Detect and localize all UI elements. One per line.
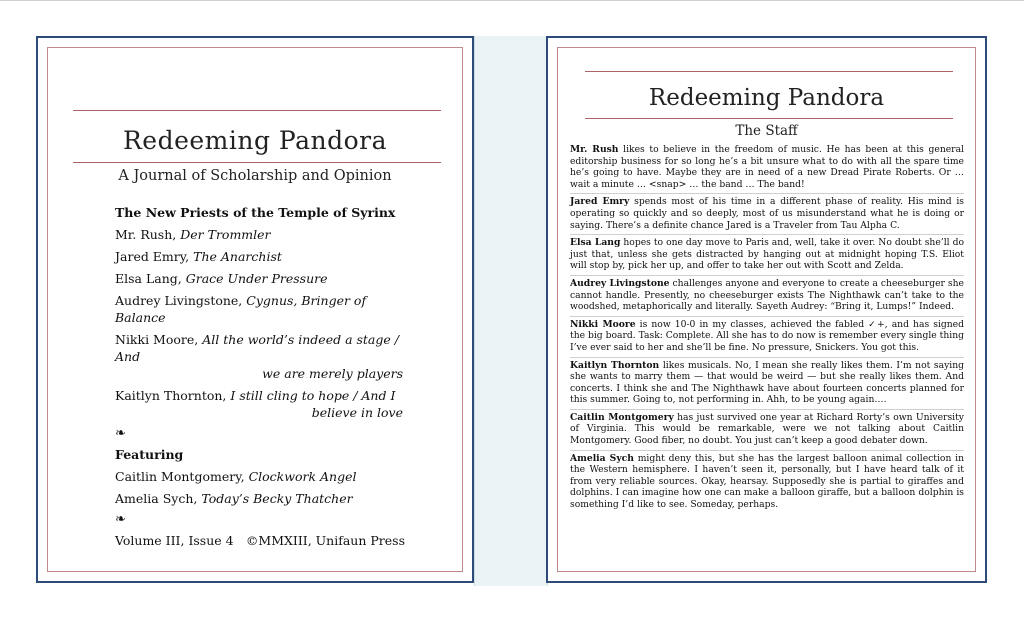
cover-subtitle: A Journal of Scholarship and Opinion [118,168,392,184]
bio-text: likes musicals. No, I mean she really likes them. I’m not saying she wants to marry them — that would be weird — but she really likes them. And concerts. I think she and The Nighthawk have about fourteen concerts planned for this summer. Going to, not performing in. Ahh, to be young again…. [570,359,964,406]
featured-name: Caitlin Montgomery, [115,469,245,484]
featuring-heading: Featuring [115,447,184,462]
staff-list [115,226,415,421]
bio-name: Audrey Livingstone [570,277,670,289]
staff-role-continued: we are merely players [262,366,403,381]
cover-contents [115,204,415,549]
featured-name: Amelia Sych, [115,491,198,506]
bio-text: likes to believe in the freedom of music. He has been at this general editorship business for so long he’s a bit unsure what to do with all the spare time he’s going to have. Maybe they are in need of a new Dread Pirate Roberts. Or … wait a minute … <snap> … the band … The band! [570,144,964,190]
featured-role: Clockwork Angel [248,469,357,484]
staff-page-subtitle: The Staff [735,123,798,139]
window-top-border [0,0,1024,1]
bio-text: has just survived one year at Richard Rorty’s own University of Virginia. This would be remarkable, were we not talking about Caitlin Montgomery. Good fiber, no doubt. You just can’t keep a good debater down. [570,411,964,447]
volume-issue: Volume III, Issue 4 [115,533,234,548]
staff-role: I still cling to hope / And I [230,388,396,403]
staff-name: Kaitlyn Thornton, [115,388,227,403]
staff-heading: The New Priests of the Temple of Syrinx [115,205,396,220]
page-gutter [474,36,548,586]
cover-title-underline [73,162,441,163]
staff-name: Nikki Moore, [115,332,199,347]
staff-role: The Anarchist [193,249,282,264]
staff-name: Jared Emry, [115,249,190,264]
staff-bio [570,317,964,358]
staff-bio [570,194,964,235]
staff-bio [570,235,964,276]
staff-page-title: Redeeming Pandora [648,85,885,111]
staff-role: Grace Under Pressure [185,271,328,286]
cover-title-rule [73,110,441,111]
bio-name: Elsa Lang [570,237,621,249]
bio-name: Amelia Sych [570,452,634,464]
featuring-list [115,468,415,507]
staff-entry [115,226,415,243]
copyright-notice: ©MMXIII, Unifaun Press [245,533,405,548]
staff-role: Der Trommler [180,227,271,242]
staff-bio [570,451,964,514]
staff-title-underline [585,118,953,119]
cover-page [36,36,474,583]
fleuron-ornament: ❧ [115,426,126,441]
staff-name: Elsa Lang, [115,271,182,286]
cover-title: Redeeming Pandora [122,126,388,155]
bio-name: Nikki Moore [570,318,636,330]
bio-name: Mr. Rush [570,144,619,155]
featured-role: Today’s Becky Thatcher [201,491,353,506]
staff-bios [570,142,964,514]
bio-name: Jared Emry [570,196,630,208]
bio-text: spends most of his time in a different phase of reality. His mind is operating so quickly and so deeply, most of us misunderstand what he is doing or saying. There’s a definite chance Jared is a Traveler from Tau Alpha C. [570,196,964,231]
fleuron-ornament-2: ❧ [115,512,126,527]
staff-entry [115,292,415,326]
staff-name: Audrey Livingstone, [115,293,243,308]
staff-entry [115,270,415,287]
bio-text: hopes to one day move to Paris and, well, take it over. No doubt she’ll do just that, unless she gets distracted by hanging out at midnight hoping T.S. Eliot will stop by, pick her up, and offer to take her out with Scott and Zelda. [570,237,964,272]
bio-text: might deny this, but she has the largest balloon animal collection in the Western hemisphere. I haven’t seen it, personally, but I have heard talk of it from very reliable sources. Okay, hearsay. Supposedly she is partial to giraffes and dolphins. I can imagine how one can make a balloon giraffe, but a balloon dolphin is something I’d like to see. Someday, perhaps. [570,452,964,511]
cover-footer [115,532,405,549]
bio-name: Caitlin Montgomery [570,411,674,423]
staff-bio [570,142,964,194]
staff-role-continued: believe in love [311,405,403,420]
staff-bio [570,276,964,317]
bio-name: Kaitlyn Thornton [570,359,660,371]
staff-bio [570,358,964,410]
staff-role: All the world’s indeed a stage / And [115,332,399,364]
staff-entry [115,331,415,382]
featured-entry [115,490,415,507]
staff-bio [570,410,964,451]
staff-entry [115,248,415,265]
staff-name: Mr. Rush, [115,227,177,242]
staff-page [546,36,987,583]
bio-text: challenges anyone and everyone to create a cheeseburger she cannot handle. Presently, no cheeseburger exists The Nighthawk can’t take to the woodshed, metaphorically and literally. Sayeth Audrey: “Bring it, Lumps!” Indeed. [570,277,964,313]
staff-entry [115,387,415,421]
staff-title-rule [585,71,953,72]
featured-entry [115,468,415,485]
staff-role: Cygnus, Bringer of Balance [115,293,367,325]
bio-text: is now 10-0 in my classes, achieved the fabled ✓+, and has signed the big board. Task: Complete. All she has to do now is remember every single thing I’ve ever said to her and she’ll be fine. No pressure, Snickers. You got this. [570,318,965,353]
